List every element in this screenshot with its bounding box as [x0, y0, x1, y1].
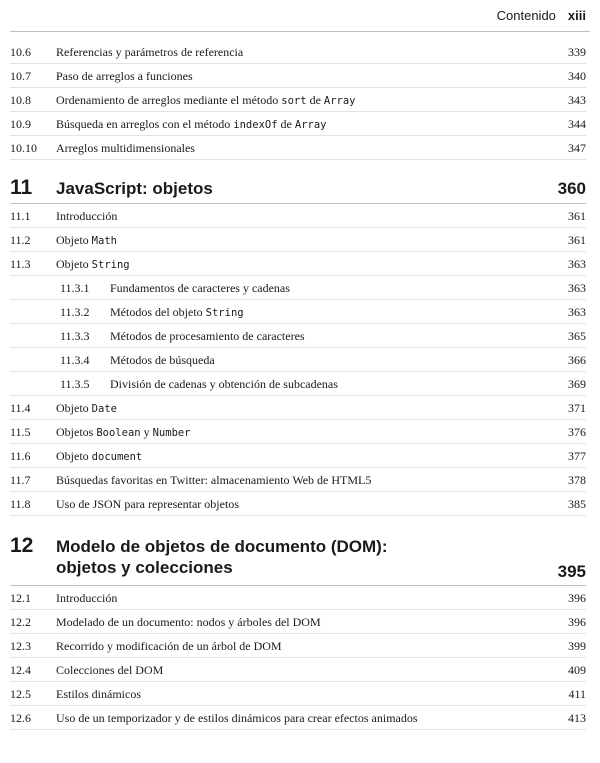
entry-page: 363 [568, 305, 586, 319]
code-term: Array [323, 95, 356, 107]
chapter-title: JavaScript: objetos [56, 179, 213, 198]
toc-entry-11-4 [10, 396, 586, 420]
table-of-contents [10, 40, 586, 730]
header-rule [10, 31, 590, 32]
chapter-title-line: objetos y colecciones [56, 558, 233, 577]
entry-page: 409 [568, 663, 586, 677]
chapter-page: 395 [557, 562, 586, 581]
entry-number: 10.8 [10, 93, 31, 107]
entry-title: Estilos dinámicos [56, 687, 141, 701]
entry-number: 10.7 [10, 69, 31, 83]
entry-title: Colecciones del DOM [56, 663, 164, 677]
entry-title [56, 401, 546, 416]
title-text: y [140, 425, 153, 439]
entry-title [56, 93, 546, 108]
entry-title: Fundamentos de caracteres y cadenas [110, 281, 290, 295]
entry-number: 11.3.5 [60, 377, 90, 391]
toc-entry-11-7 [10, 468, 586, 492]
entry-page: 366 [568, 353, 586, 367]
entry-page: 413 [568, 711, 586, 725]
entry-title: Introducción [56, 591, 118, 605]
entry-page: 378 [568, 473, 586, 487]
toc-entry-12-1 [10, 586, 586, 610]
toc-entry-12-5 [10, 682, 586, 706]
entry-number: 10.6 [10, 45, 31, 59]
entry-page: 376 [568, 425, 586, 439]
entry-title: Métodos de procesamiento de caracteres [110, 329, 305, 343]
code-term: String [205, 307, 244, 319]
entry-title: Paso de arreglos a funciones [56, 69, 193, 83]
entry-title: Métodos de búsqueda [110, 353, 215, 367]
toc-entry-12-3 [10, 634, 586, 658]
entry-number: 12.3 [10, 639, 31, 653]
entry-page: 344 [568, 117, 586, 131]
entry-number: 11.1 [10, 209, 31, 223]
chapter-title-line: Modelo de objetos de documento (DOM): [56, 537, 388, 556]
toc-entry-12-2 [10, 610, 586, 634]
chapter-page: 360 [557, 179, 586, 198]
title-text: Objeto [56, 401, 92, 415]
entry-page: 343 [568, 93, 586, 107]
title-text: Objeto [56, 257, 92, 271]
chapter-number: 11 [10, 176, 33, 199]
code-term: Number [152, 427, 191, 439]
code-term: document [91, 451, 143, 463]
entry-number: 10.10 [10, 141, 37, 155]
toc-entry-12-4 [10, 658, 586, 682]
entry-page: 371 [568, 401, 586, 415]
entry-page: 363 [568, 257, 586, 271]
running-header-section: Contenido [496, 8, 556, 23]
entry-title: Modelado de un documento: nodos y árboles del DOM [56, 615, 321, 629]
chapter-11-heading [10, 164, 586, 204]
entry-number: 11.2 [10, 233, 31, 247]
toc-entry-10-9 [10, 112, 586, 136]
entry-page: 365 [568, 329, 586, 343]
code-term: indexOf [233, 119, 278, 131]
entry-number: 11.8 [10, 497, 31, 511]
entry-title: Introducción [56, 209, 118, 223]
toc-entry-11-2 [10, 228, 586, 252]
code-term: String [91, 259, 130, 271]
toc-entry-10-6 [10, 40, 586, 64]
entry-number: 11.3.2 [60, 305, 90, 319]
toc-entry-10-10 [10, 136, 586, 160]
entry-number: 11.3.1 [60, 281, 90, 295]
entry-number: 12.2 [10, 615, 31, 629]
entry-number: 10.9 [10, 117, 31, 131]
entry-page: 361 [568, 233, 586, 247]
entry-page: 385 [568, 497, 586, 511]
code-term: Date [91, 403, 117, 415]
entry-title: Uso de JSON para representar objetos [56, 497, 239, 511]
entry-number: 12.6 [10, 711, 31, 725]
entry-number: 11.6 [10, 449, 31, 463]
title-text: Métodos del objeto [110, 305, 206, 319]
entry-title: Búsquedas favoritas en Twitter: almacenamiento Web de HTML5 [56, 473, 372, 487]
toc-entry-10-8 [10, 88, 586, 112]
entry-number: 11.3.4 [60, 353, 90, 367]
entry-number: 11.5 [10, 425, 31, 439]
entry-page: 347 [568, 141, 586, 155]
title-text: Búsqueda en arreglos con el método [56, 117, 234, 131]
entry-title: Uso de un temporizador y de estilos dinámicos para crear efectos animados [56, 711, 418, 725]
chapter-12-heading [10, 520, 586, 586]
title-text: Objeto [56, 233, 92, 247]
toc-entry-10-7 [10, 64, 586, 88]
entry-page: 411 [568, 687, 586, 701]
running-header [497, 8, 586, 23]
toc-entry-11-3-4 [10, 348, 586, 372]
entry-number: 12.1 [10, 591, 31, 605]
entry-title: Referencias y parámetros de referencia [56, 45, 244, 59]
entry-number: 11.3 [10, 257, 31, 271]
entry-number: 12.5 [10, 687, 31, 701]
entry-title [110, 305, 546, 320]
title-text: Ordenamiento de arreglos mediante el método [56, 93, 282, 107]
toc-entry-11-3-2 [10, 300, 586, 324]
toc-entry-11-5 [10, 420, 586, 444]
toc-entry-11-3-1 [10, 276, 586, 300]
entry-title [56, 425, 546, 440]
toc-entry-12-6 [10, 706, 586, 730]
entry-page: 361 [568, 209, 586, 223]
entry-title: Arreglos multidimensionales [56, 141, 195, 155]
toc-entry-11-3-5 [10, 372, 586, 396]
toc-entry-11-3 [10, 252, 586, 276]
entry-page: 363 [568, 281, 586, 295]
entry-number: 12.4 [10, 663, 31, 677]
code-term: sort [281, 95, 307, 107]
entry-page: 340 [568, 69, 586, 83]
code-term: Boolean [96, 427, 141, 439]
entry-title: División de cadenas y obtención de subcadenas [110, 377, 338, 391]
entry-title [56, 233, 546, 248]
title-text: Objetos [56, 425, 97, 439]
entry-title [56, 449, 546, 464]
entry-title [56, 257, 546, 272]
entry-number: 11.3.3 [60, 329, 90, 343]
entry-page: 339 [568, 45, 586, 59]
entry-page: 399 [568, 639, 586, 653]
title-text: Objeto [56, 449, 92, 463]
entry-number: 11.4 [10, 401, 31, 415]
toc-entry-11-6 [10, 444, 586, 468]
title-text: de [277, 117, 295, 131]
page-number: xiii [567, 8, 586, 23]
entry-title [56, 117, 546, 132]
entry-page: 369 [568, 377, 586, 391]
chapter-title [56, 536, 558, 578]
code-term: Math [91, 235, 117, 247]
title-text: de [306, 93, 324, 107]
toc-entry-11-1 [10, 204, 586, 228]
toc-entry-11-8 [10, 492, 586, 516]
entry-number: 11.7 [10, 473, 31, 487]
toc-entry-11-3-3 [10, 324, 586, 348]
entry-page: 396 [568, 615, 586, 629]
entry-page: 396 [568, 591, 586, 605]
entry-page: 377 [568, 449, 586, 463]
chapter-number: 12 [10, 534, 34, 557]
entry-title: Recorrido y modificación de un árbol de DOM [56, 639, 282, 653]
code-term: Array [294, 119, 327, 131]
